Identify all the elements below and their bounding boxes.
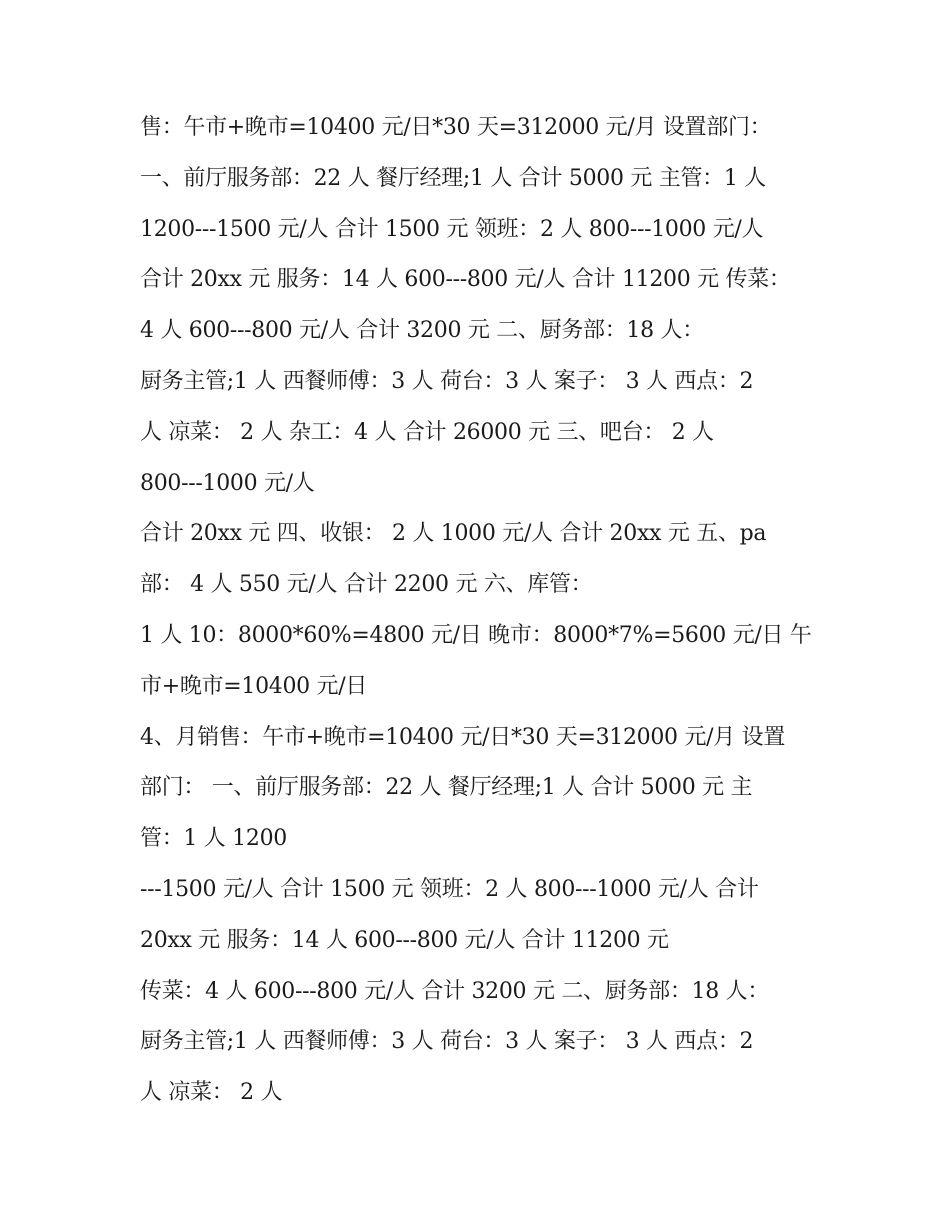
text-line: 市+晚市=10400 元/日 — [140, 673, 368, 699]
text-line: ---1500 元/人 合计 1500 元 领班：2 人 800---1000 元/人 合计 — [140, 876, 759, 902]
text-line: 传菜：4 人 600---800 元/人 合计 3200 元 二、厨务部：18 人： — [140, 978, 770, 1004]
text-line: 部门： 一、前厅服务部：22 人 餐厅经理;1 人 合计 5000 元 主 — [140, 775, 753, 801]
text-line: 4 人 600---800 元/人 合计 3200 元 二、厨务部：18 人： — [140, 318, 704, 344]
text-line: 一、前厅服务部：22 人 餐厅经理;1 人 合计 5000 元 主管：1 人 — [140, 165, 766, 191]
text-line: 厨务主管;1 人 西餐师傅：3 人 荷台：3 人 案子： 3 人 西点：2 — [140, 1029, 754, 1055]
text-line: 人 凉菜： 2 人 杂工：4 人 合计 26000 元 三、吧台： 2 人 — [140, 419, 714, 445]
text-line: 20xx 元 服务：14 人 600---800 元/人 合计 11200 元 — [140, 927, 669, 953]
text-line: 部： 4 人 550 元/人 合计 2200 元 六、库管： — [140, 572, 593, 598]
text-line: 合计 20xx 元 服务：14 人 600---800 元/人 合计 11200 元 传菜： — [140, 267, 791, 293]
text-line: 800---1000 元/人 — [140, 470, 315, 496]
body-text — [140, 103, 820, 1119]
text-line: 4、月销售：午市+晚市=10400 元/日*30 天=312000 元/月 设置 — [140, 724, 786, 750]
text-line: 售：午市+晚市=10400 元/日*30 天=312000 元/月 设置部门： — [140, 115, 772, 140]
text-line: 人 凉菜： 2 人 — [140, 1080, 283, 1106]
text-line: 1200---1500 元/人 合计 1500 元 领班：2 人 800---1000 元/人 — [140, 216, 764, 242]
text-line: 管：1 人 1200 — [140, 826, 287, 852]
text-line: 1 人 10：8000*60%=4800 元/日 晚市：8000*7%=5600 元/日 午 — [140, 622, 812, 648]
text-line: 厨务主管;1 人 西餐师傅：3 人 荷台：3 人 案子： 3 人 西点：2 — [140, 368, 754, 394]
text-line: 合计 20xx 元 四、收银： 2 人 1000 元/人 合计 20xx 元 五、pa — [140, 521, 767, 547]
